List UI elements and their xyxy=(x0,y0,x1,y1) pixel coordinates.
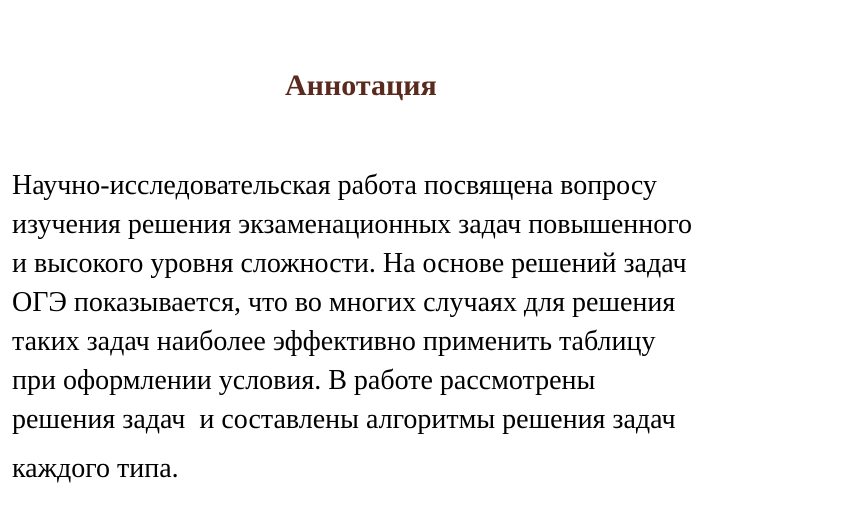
paragraph-line-4: ОГЭ показывается, что во многих случаях для решения xyxy=(12,287,676,318)
paragraph-line-7: решения задач и составлены алгоритмы решения задач xyxy=(12,404,676,435)
slide-title: Аннотация xyxy=(285,69,437,102)
paragraph-line-2: изучения решения экзаменационных задач повышенного xyxy=(12,209,693,240)
paragraph-line-1: Научно-исследовательская работа посвящена вопросу xyxy=(12,170,657,201)
paragraph-line-8: каждого типа. xyxy=(12,453,179,484)
paragraph-line-3: и высокого уровня сложности. На основе решений задач xyxy=(12,248,687,279)
paragraph-line-6: при оформлении условия. В работе рассмотрены xyxy=(12,365,596,396)
paragraph-line-5: таких задач наиболее эффективно применить таблицу xyxy=(12,326,656,357)
annotation-paragraph xyxy=(12,166,832,491)
